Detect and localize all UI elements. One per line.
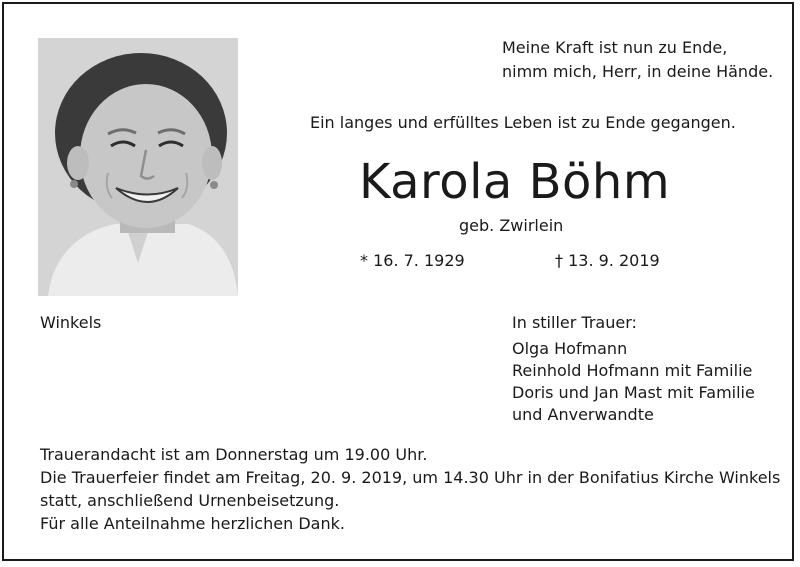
mourners-list [512, 338, 755, 426]
notice-line: Für alle Anteilnahme herzlichen Dank. [40, 514, 345, 533]
mourner-item: Olga Hofmann [512, 339, 628, 358]
verse-line: Meine Kraft ist nun zu Ende, [502, 38, 728, 57]
notice-line: statt, anschließend Urnenbeisetzung. [40, 491, 340, 510]
intro-text: Ein langes und erfülltes Leben ist zu Ende gegangen. [310, 113, 736, 132]
maiden-name: geb. Zwirlein [459, 216, 564, 235]
verse-line: nimm mich, Herr, in deine Hände. [502, 62, 774, 81]
portrait-photo [38, 38, 238, 296]
deceased-name: Karola Böhm [359, 154, 671, 210]
mourner-item: Doris und Jan Mast mit Familie [512, 383, 755, 402]
verse [502, 36, 773, 84]
mourner-item: Reinhold Hofmann mit Familie [512, 361, 753, 380]
mourner-item: und Anverwandte [512, 405, 654, 424]
notice-line: Trauerandacht ist am Donnerstag um 19.00 Uhr. [40, 445, 428, 464]
mourners-label: In stiller Trauer: [512, 313, 637, 332]
death-date: † 13. 9. 2019 [555, 251, 660, 270]
notice-line: Die Trauerfeier findet am Freitag, 20. 9. 2019, um 14.30 Uhr in der Bonifatius Kirche Winkels [40, 468, 781, 487]
service-notices [40, 443, 780, 535]
birth-date: * 16. 7. 1929 [360, 251, 465, 270]
place-name: Winkels [40, 313, 102, 332]
